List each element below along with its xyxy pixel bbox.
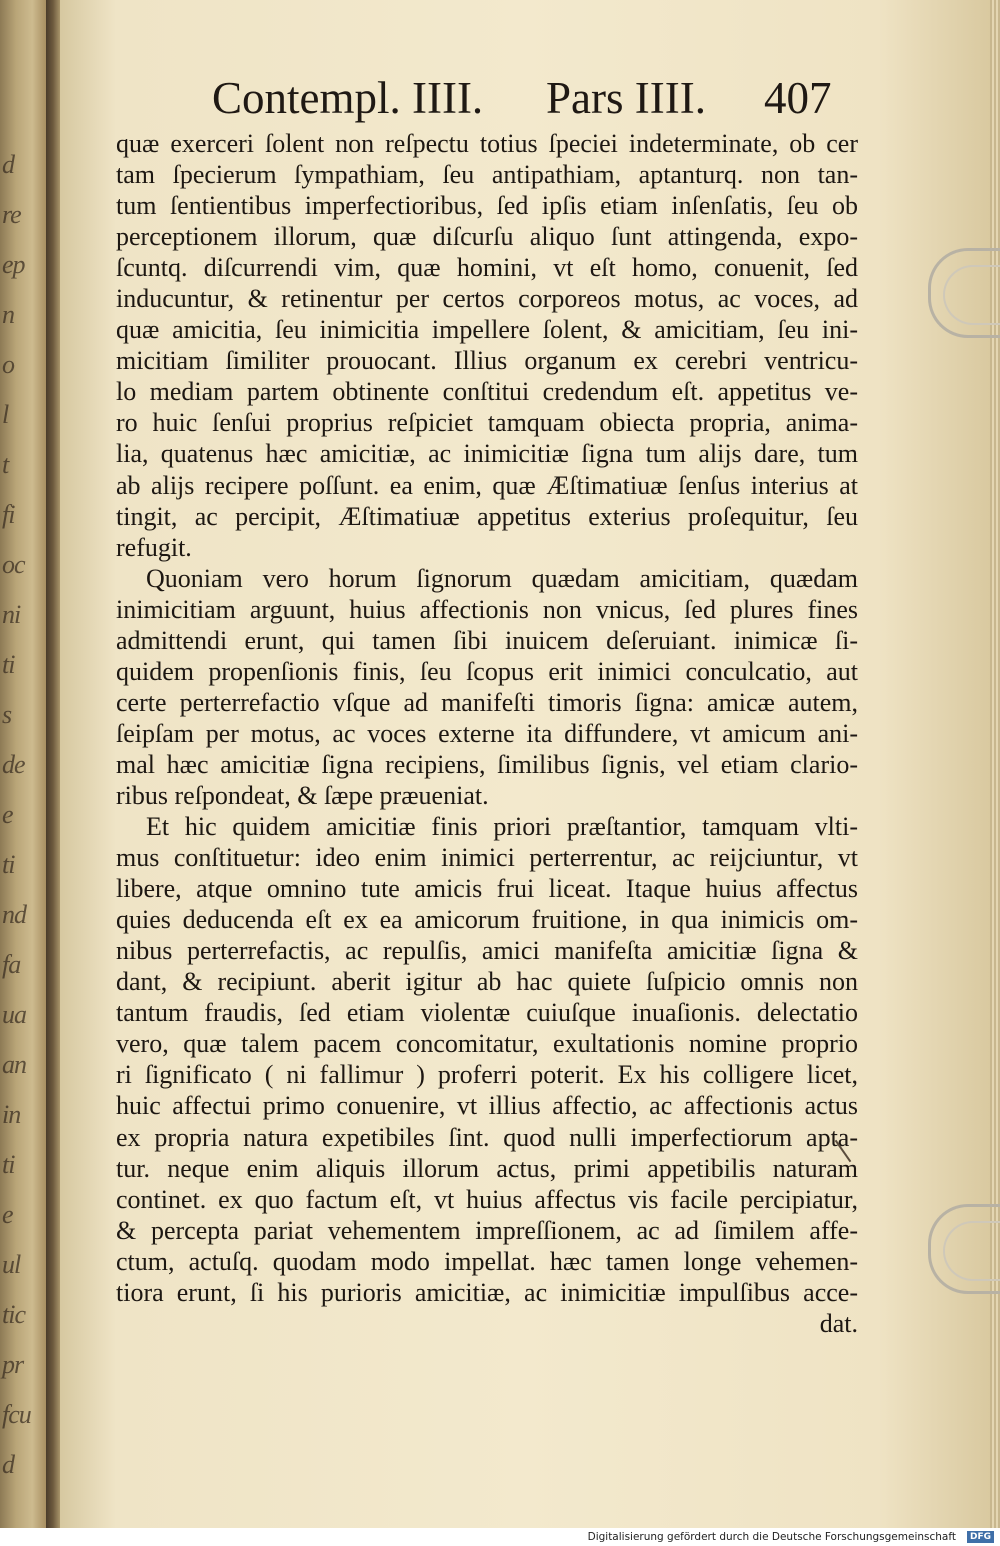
text-line: tantum fraudis, ſed etiam violentæ cuiuſque inuaſionis. delectatio xyxy=(116,998,858,1028)
text-line: huic affectui primo conuenire, vt illius affectio, ac affectionis actus xyxy=(116,1091,858,1121)
facing-page-fragment: fcu xyxy=(2,1400,31,1429)
catchword: dat. xyxy=(819,1308,858,1338)
text-line: dant, & recipiunt. aberit igitur ab hac quiete ſuſpicio omnis non xyxy=(116,967,858,997)
text-line: ribus reſpondeat, & ſæpe præueniat. xyxy=(116,780,489,810)
facing-page-fragment: ni xyxy=(2,600,21,629)
text-line: inimicitiam arguunt, huius affectionis non vnicus, ſed plures fines xyxy=(116,594,858,624)
text-line: tingit, ac percipit, Æſtimatiuæ appetitus exterius proſequitur, ſeu xyxy=(116,501,858,531)
facing-page-fragment: s xyxy=(2,700,12,729)
facing-page-fragment: fi xyxy=(2,500,15,529)
text-line: & percepta pariat vehementem impreſſionem, ac ad ſimilem affe- xyxy=(116,1215,858,1245)
facing-page-fragment: e xyxy=(2,800,13,829)
text-line: ſeipſam per motus, ac voces externe ita diffundere, vt amicum ani- xyxy=(116,718,858,748)
facing-page-fragment: ti xyxy=(2,1150,15,1179)
page-number: 407 xyxy=(764,73,832,123)
text-line: quidem propenſionis finis, ſeu ſcopus erit inimici conculcatio, aut xyxy=(116,656,858,686)
text-line: micitiam ſimiliter prouocant. Illius organum ex cerebri ventricu- xyxy=(116,346,858,376)
facing-page-fragment: de xyxy=(2,750,25,779)
facing-page-fragment: t xyxy=(2,450,9,479)
facing-page-fragment: oc xyxy=(2,550,25,579)
text-line: inducuntur, & retinentur per certos corporeos motus, ac voces, ad xyxy=(116,284,858,314)
text-line: continet. ex quo factum eſt, vt huius affectus vis facile percipiatur, xyxy=(116,1184,858,1214)
facing-page-fragment: d xyxy=(2,150,14,179)
text-line: lia, quatenus hæc amicitiæ, ac inimicitiæ ſigna tum alijs dare, tum xyxy=(116,439,858,469)
text-line: mus conſtituetur: ideo enim inimici perterrentur, ac reijciuntur, vt xyxy=(116,843,858,873)
facing-page-fragment: ti xyxy=(2,650,15,679)
text-line: tur. neque enim aliquis illorum actus, primi appetibilis naturam xyxy=(116,1153,858,1183)
facing-page-fragment: d xyxy=(2,1450,14,1479)
text-line: ab alijs recipere poſſunt. ea enim, quæ Æſtimatiuæ ſenſus interius at xyxy=(116,470,858,500)
text-line: mal hæc amicitiæ ſigna recipiens, ſimilibus ſignis, vel etiam clario- xyxy=(116,749,858,779)
book-gutter xyxy=(46,0,60,1528)
running-head-title: Contempl. IIII. xyxy=(212,73,484,123)
body-text xyxy=(116,128,858,1339)
text-line: quæ amicitia, ſeu inimicitia impellere ſolent, & amicitiam, ſeu ini- xyxy=(116,315,858,345)
text-line: ctum, actuſq. quodam modo impellat. hæc tamen longe vehemen- xyxy=(116,1246,858,1276)
facing-page-fragment: pr xyxy=(2,1350,24,1379)
text-line: certe perterrefactio vſque ad manifeſti timoris ſigna: amicæ autem, xyxy=(116,687,858,717)
text-line: tiora erunt, ſi his purioris amicitiæ, ac inimicitiæ impulſibus acce- xyxy=(116,1277,858,1307)
facing-page-fragment: tic xyxy=(2,1300,25,1329)
text-line: admittendi erunt, qui tamen ſibi inuicem deſeruiant. inimicæ ſi- xyxy=(116,625,858,655)
text-line: tum ſentientibus imperfectioribus, ſed ipſis etiam inſenſatis, ſeu ob xyxy=(116,191,858,221)
paper-clip-icon xyxy=(928,248,1000,338)
facing-page-fragment: ti xyxy=(2,850,15,879)
dfg-logo: DFG xyxy=(967,1531,994,1543)
facing-page-fragment: l xyxy=(2,400,9,429)
text-line: Quoniam vero horum ſignorum quædam amicitiam, quædam xyxy=(146,563,858,593)
text-line: ex propria natura expetibiles ſint. quod nulli imperfectiorum apta- xyxy=(116,1122,858,1152)
facing-page-fragment: re xyxy=(2,200,21,229)
facing-page-fragment: n xyxy=(2,300,14,329)
running-head xyxy=(156,72,856,124)
facing-page-fragment: ul xyxy=(2,1250,21,1279)
text-line: refugit. xyxy=(116,532,192,562)
facing-page-edge xyxy=(0,0,46,1528)
facing-page-fragment: in xyxy=(2,1100,21,1129)
facing-page-fragment: ep xyxy=(2,250,25,279)
funding-credit: Digitalisierung gefördert durch die Deutsche Forschungsgemeinschaft xyxy=(587,1531,956,1543)
facing-page-fragment: ua xyxy=(2,1000,26,1029)
text-line: lo mediam partem obtinente conſtitui credendum eſt. appetitus ve- xyxy=(116,377,858,407)
text-line: perceptionem illorum, quæ diſcurſu aliquo ſunt attingenda, expo- xyxy=(116,222,858,252)
text-line: Et hic quidem amicitiæ finis priori præſtantior, tamquam vlti- xyxy=(146,812,858,842)
text-line: quæ exerceri ſolent non reſpectu totius ſpeciei indeterminate, ob cer xyxy=(116,129,858,158)
paper-clip-icon xyxy=(928,1204,1000,1294)
book-page xyxy=(60,0,990,1528)
text-line: vero, quæ talem pacem concomitatur, exultationis nomine proprio xyxy=(116,1029,858,1059)
text-line: quies deducenda eſt ex ea amicorum fruitione, in qua inimicis om- xyxy=(116,905,858,935)
text-line: libere, atque omnino tute amicis frui liceat. Itaque huius affectus xyxy=(116,874,858,904)
text-line: nibus perterrefactis, ac repulſis, amici manifeſta amicitiæ ſigna & xyxy=(116,936,858,966)
text-line: ro huic ſenſui proprius reſpiciet tamquam obiecta propria, anima- xyxy=(116,408,858,438)
running-head-part: Pars IIII. xyxy=(546,73,706,123)
footer-bar xyxy=(0,1528,1000,1546)
facing-page-fragment: fa xyxy=(2,950,21,979)
text-line: tam ſpecierum ſympathiam, ſeu antipathiam, aptanturq. non tan- xyxy=(116,160,858,190)
page-block-edge xyxy=(990,0,1000,1528)
facing-page-fragment: nd xyxy=(2,900,26,929)
facing-page-fragment: an xyxy=(2,1050,26,1079)
facing-page-fragment: e xyxy=(2,1200,13,1229)
text-line: ſcuntq. diſcurrendi vim, quæ homini, vt eſt homo, conuenit, ſed xyxy=(116,253,858,283)
text-line: ri ſignificato ( ni fallimur ) proferri poterit. Ex his colligere licet, xyxy=(116,1060,858,1090)
facing-page-fragment: o xyxy=(2,350,14,379)
